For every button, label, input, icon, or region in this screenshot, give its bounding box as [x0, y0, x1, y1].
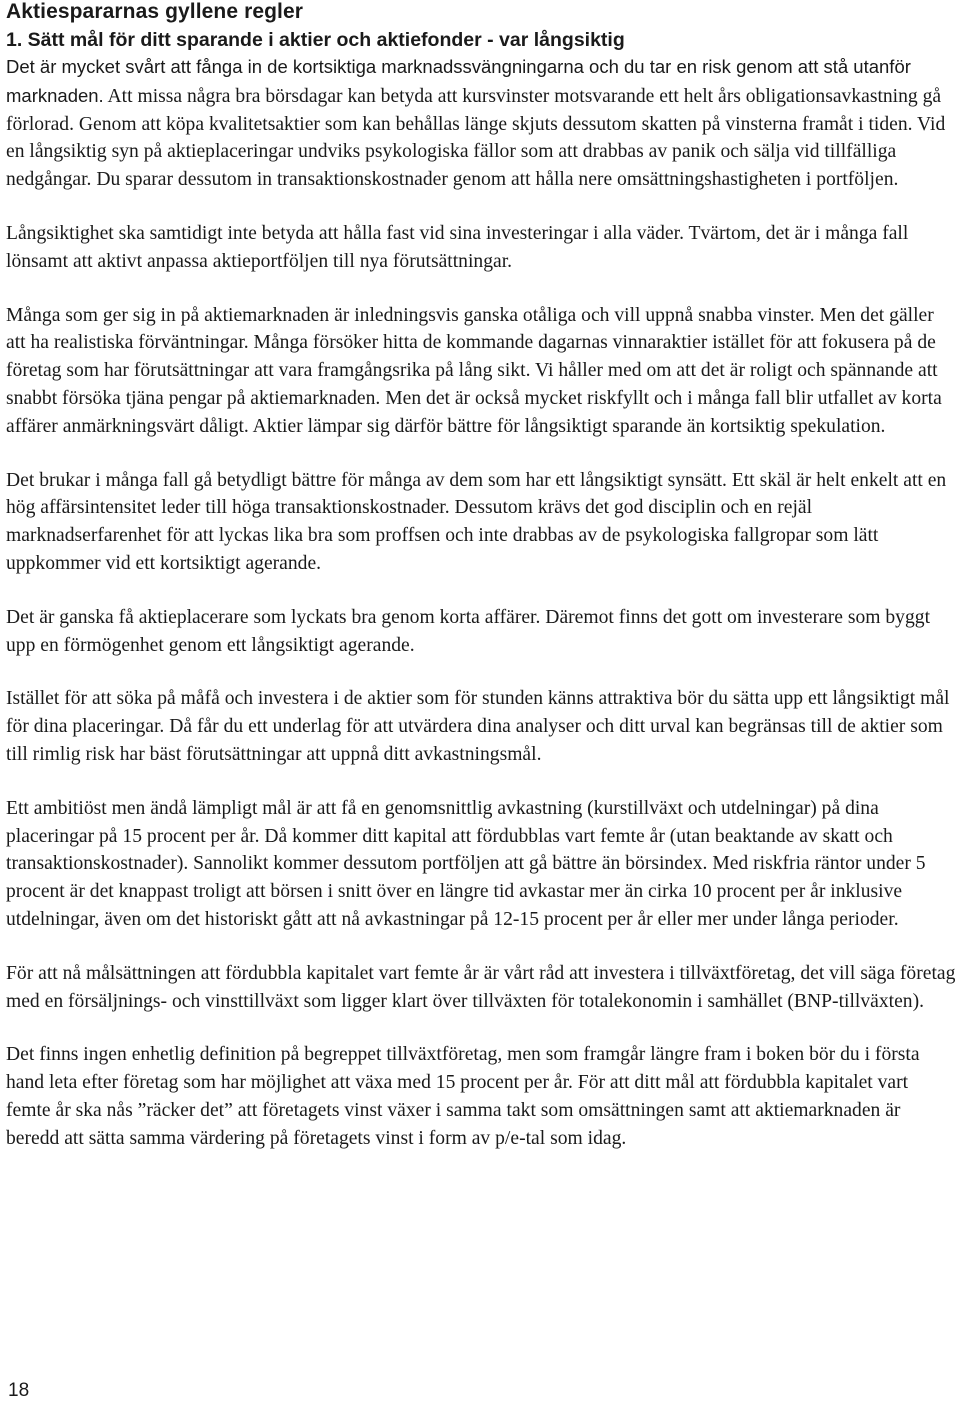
section-heading: 1. Sätt mål för ditt sparande i aktier och aktiefonder - var långsiktig: [6, 29, 625, 51]
paragraph-1: [6, 53, 956, 194]
paragraph-1-lead: Det är mycket svårt att fånga in de kortsiktiga marknadssvängningarna och du tar en risk genom att stå utanför marknaden.: [6, 56, 911, 106]
paragraph-1-body: Att missa några bra börsdagar kan betyda att kursvinster motsvarande ett helt års obligationsavkastning gå förlorad. Genom att köpa kvalitetsaktier som kan behållas länge skjuts dessutom skatten på vinsterna framåt i tiden. Vid en långsiktig syn på aktieplaceringar undviks psykologiska fällor som att drabbas av panik och sälja vid tillfälliga nedgångar. Du sparar dessutom in transaktionskostnader genom att hålla nere omsättningshastigheten i portföljen.: [6, 85, 946, 191]
paragraph-9: Det finns ingen enhetlig definition på begreppet tillväxtföretag, men som framgår längre fram i boken bör du i första hand leta efter företag som har möjlighet att växa med 15 procent per år. För att ditt mål att fördubbla kapitalet vart femte år ska nås ”räcker det” att företagets vinst växer i samma takt som omsättningen samt att aktiemarknaden är beredd att sätta samma värdering på företagets vinst i form av p/e-tal som idag.: [6, 1044, 920, 1149]
paragraph-4: Det brukar i många fall gå betydligt bättre för många av dem som har ett långsiktigt synsätt. Ett skäl är helt enkelt att en hög affärsintensitet leder till höga transaktionskostnader. Dessutom krävs det god disciplin och en rejäl marknadserfarenhet för att lyckas lika bra som proffsen och inte drabbas av de psykologiska fallgropar som lätt uppkommer vid ett kortsiktigt agerande.: [6, 469, 947, 574]
paragraph-8: För att nå målsättningen att fördubbla kapitalet vart femte år är vårt råd att investera i tillväxtföretag, det vill säga företag med en försäljnings- och vinsttillväxt som ligger klart över tillväxten för totalekonomin i samhället (BNP-tillväxten).: [6, 962, 956, 1012]
paragraph-6: Istället för att söka på måfå och investera i de aktier som för stunden känns attraktiva bör du sätta upp ett långsiktigt mål för dina placeringar. Då får du ett underlag för att utvärdera dina analyser och ditt urval kan begränsas till de aktier som till rimlig risk har bäst förutsättningar att uppnå ditt avkastningsmål.: [6, 688, 950, 765]
page-number: 18: [8, 1380, 30, 1401]
document-page: [6, 0, 956, 1153]
paragraph-3: Många som ger sig in på aktiemarknaden är inledningsvis ganska otåliga och vill uppnå snabba vinster. Men det gäller att ha realistiska förväntningar. Många försöker hitta de kommande dagarnas vinnaraktier istället för att fokusera på de företag som har förutsättningar att vara framgångsrika på lång sikt. Vi håller med om att det är roligt och spännande att snabbt försöka tjäna pengar på aktiemarknaden. Men det är också mycket riskfyllt och i många fall blir utfallet av korta affärer anmärkningsvärt dåligt. Aktier lämpar sig därför bättre för långsiktigt sparande än kortsiktig spekulation.: [6, 304, 942, 437]
paragraph-2: Långsiktighet ska samtidigt inte betyda att hålla fast vid sina investeringar i alla väder. Tvärtom, det är i många fall lönsamt att aktivt anpassa aktieportföljen till nya förutsättningar.: [6, 222, 909, 272]
paragraph-5: Det är ganska få aktieplacerare som lyckats bra genom korta affärer. Däremot finns det gott om investerare som byggt upp en förmögenhet genom ett långsiktigt agerande.: [6, 606, 931, 656]
document-title: Aktiespararnas gyllene regler: [6, 0, 304, 23]
paragraph-7: Ett ambitiöst men ändå lämpligt mål är att få en genomsnittlig avkastning (kurstillväxt och utdelningar) på dina placeringar på 15 procent per år. Då kommer ditt kapital att fördubblas vart femte år (utan beaktande av skatt och transaktionskostnader). Sannolikt kommer dessutom portföljen att gå bättre än börsindex. Med riskfria räntor under 5 procent är det knappast troligt att börsen i snitt över en längre tid avkastar mer än cirka 10 procent per år inklusive utdelningar, även om det historiskt gått att nå avkastningar på 12-15 procent per år eller mer under långa perioder.: [6, 797, 926, 930]
